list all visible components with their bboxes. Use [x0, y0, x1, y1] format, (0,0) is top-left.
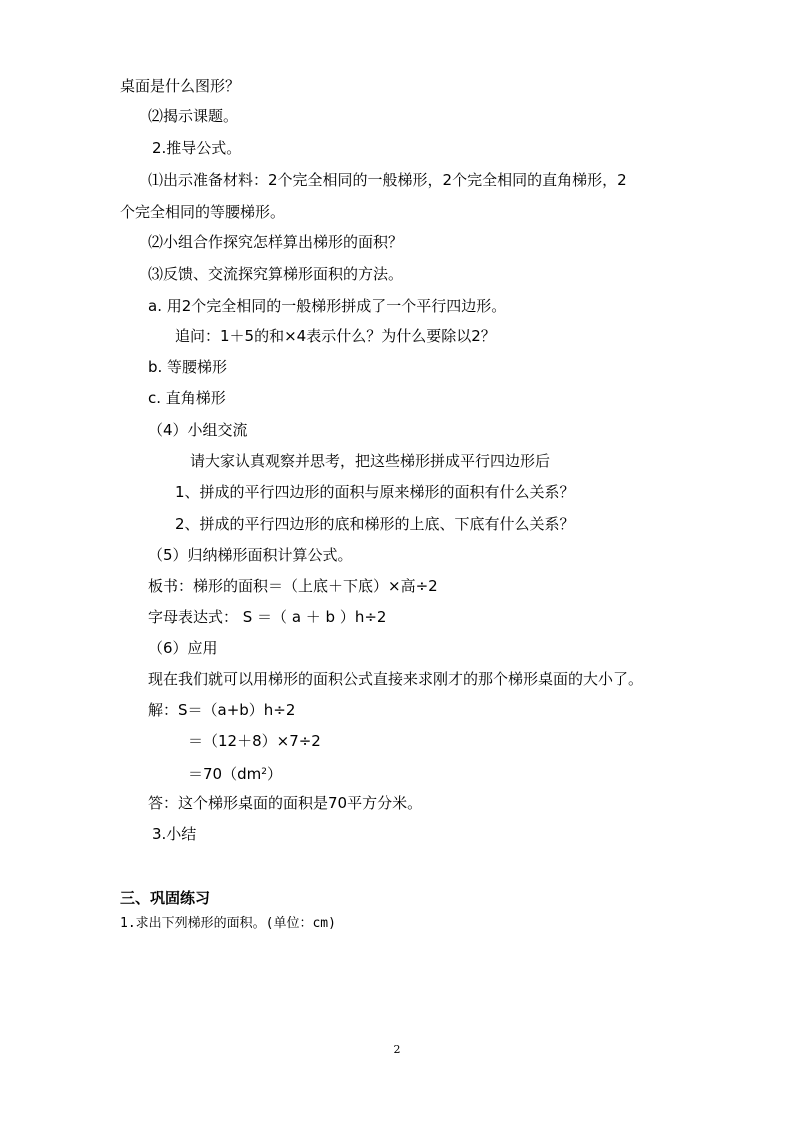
text-line: 2.推导公式。 [152, 139, 242, 157]
text-line: 请大家认真观察并思考，把这些梯形拼成平行四边形后 [190, 452, 551, 470]
text-line: 现在我们就可以用梯形的面积公式直接来求刚才的那个梯形桌面的大小了。 [148, 670, 644, 688]
text-line: 字母表达式： S ＝（ a ＋ b ）h÷2 [148, 608, 387, 626]
text-line: （4）小组交流 [148, 421, 248, 439]
text-line: ＝（12＋8）×7÷2 [188, 732, 321, 750]
text-line: ⑵小组合作探究怎样算出梯形的面积？ [148, 233, 404, 251]
text-line: （5）归纳梯形面积计算公式。 [148, 546, 353, 564]
text-line: 桌面是什么图形？ [120, 77, 241, 95]
text-line: ⑴出示准备材料：2个完全相同的一般梯形，2个完全相同的直角梯形，2 [148, 171, 627, 189]
text-line: 板书：梯形的面积＝（上底＋下底）×高÷2 [148, 577, 438, 595]
page-number: 2 [393, 1043, 401, 1056]
closing-paren: ） [266, 765, 282, 783]
text-line: ⑵揭示课题。 [148, 107, 239, 125]
text-line [188, 762, 282, 784]
exercise-item: 1.求出下列梯形的面积。(单位：cm) [120, 916, 336, 931]
text-line: 解：S＝（a+b）h÷2 [148, 701, 296, 719]
superscript: 2 [261, 767, 267, 777]
text-line: a. 用2个完全相同的一般梯形拼成了一个平行四边形。 [148, 297, 507, 315]
text-line: ⑶反馈、交流探究算梯形面积的方法。 [148, 265, 404, 283]
text-line: c. 直角梯形 [148, 389, 226, 407]
text-line: b. 等腰梯形 [148, 358, 228, 376]
text-line: 2、拼成的平行四边形的底和梯形的上底、下底有什么关系？ [175, 515, 575, 533]
text-line: 个完全相同的等腰梯形。 [120, 203, 286, 221]
section-heading: 三、巩固练习 [120, 889, 211, 907]
result-value: ＝70（dm [188, 765, 262, 783]
text-line: （6）应用 [148, 639, 218, 657]
text-line: 答：这个梯形桌面的面积是70平方分米。 [148, 794, 423, 812]
text-line: 3.小结 [152, 825, 197, 843]
text-line: 追问：1＋5的和×4表示什么？为什么要除以2？ [175, 327, 496, 345]
text-line: 1、拼成的平行四边形的面积与原来梯形的面积有什么关系？ [175, 483, 575, 501]
